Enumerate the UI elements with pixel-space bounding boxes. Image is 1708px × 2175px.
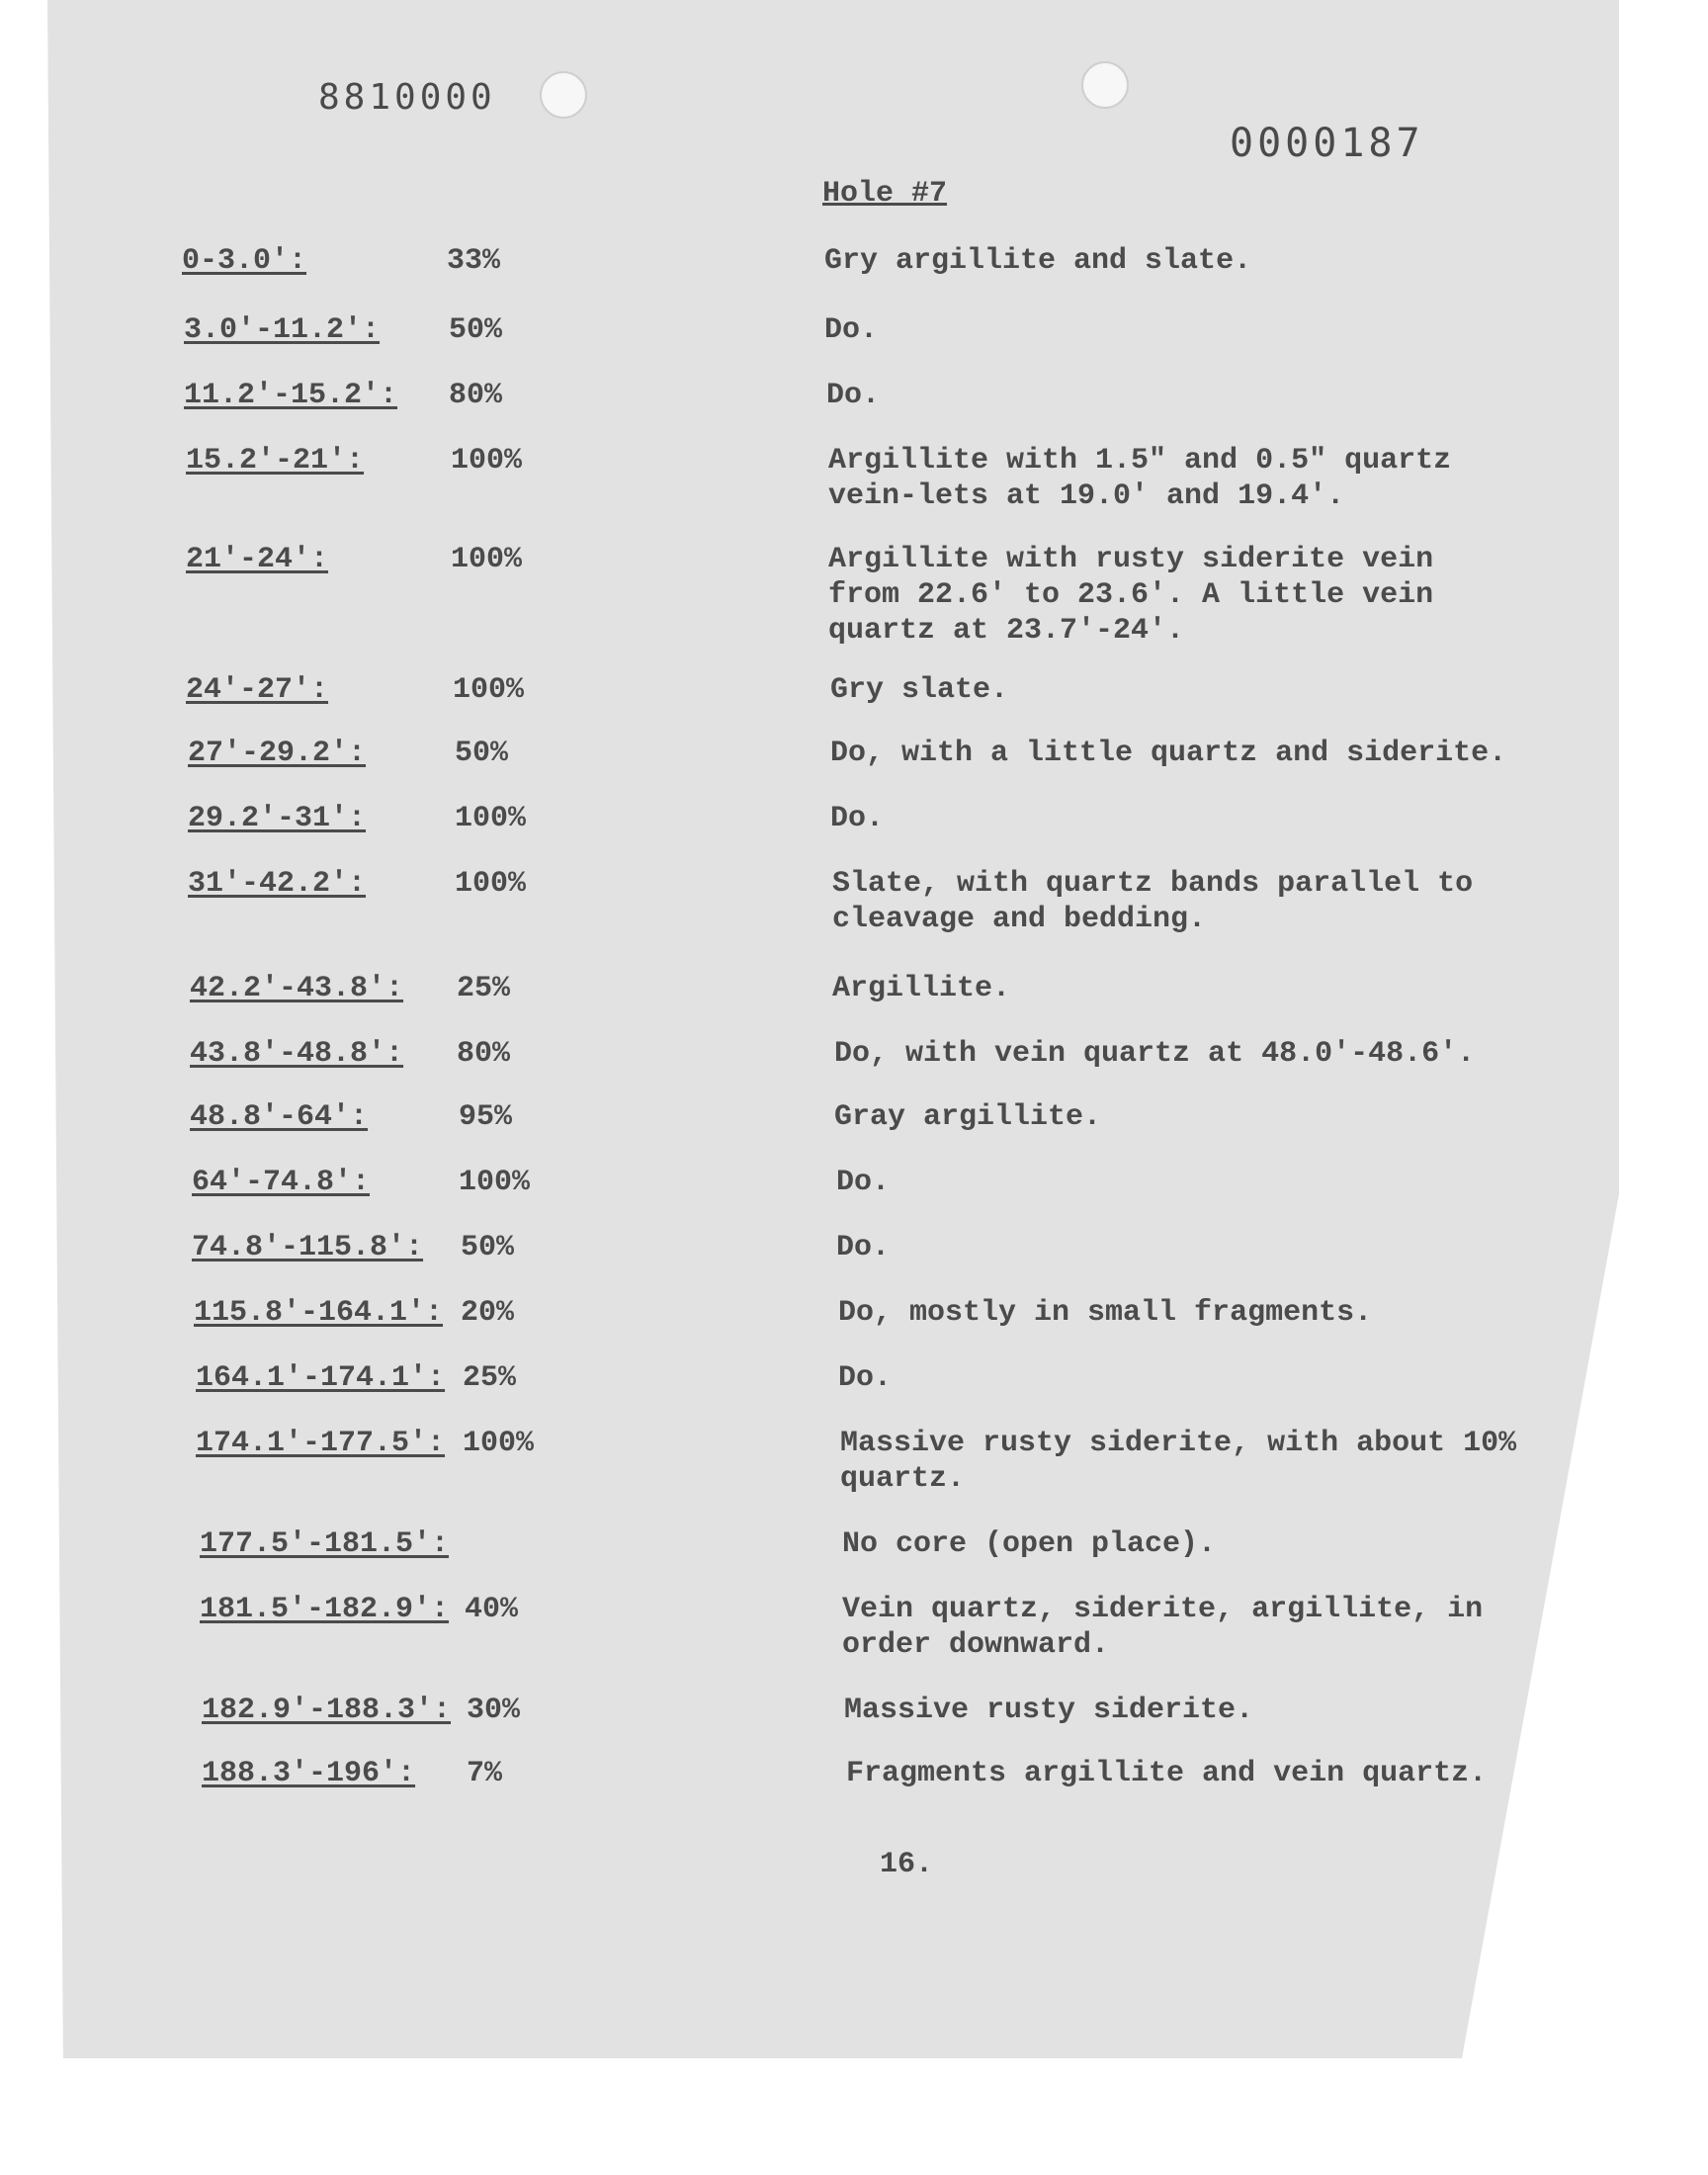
- punch-hole-left: [540, 71, 587, 119]
- recovery-percent: 7%: [467, 1757, 503, 1790]
- rock-description: Massive rusty siderite.: [844, 1694, 1254, 1727]
- rock-description: Do.: [838, 1361, 893, 1395]
- rock-description: Massive rusty siderite, with about 10% quartz.: [840, 1427, 1517, 1496]
- recovery-percent: 100%: [463, 1427, 535, 1460]
- stamp-number-left: 8810000: [318, 77, 496, 118]
- depth-range: 3.0'-11.2':: [184, 313, 381, 347]
- recovery-percent: 100%: [451, 543, 523, 576]
- recovery-percent: 50%: [455, 737, 509, 770]
- punch-hole-right: [1081, 61, 1129, 109]
- rock-description: Gray argillite.: [834, 1100, 1102, 1134]
- recovery-percent: 50%: [461, 1231, 515, 1264]
- recovery-percent: 100%: [455, 867, 527, 901]
- paper-sheet: [47, 0, 1619, 2058]
- recovery-percent: 100%: [451, 444, 523, 478]
- rock-description: Fragments argillite and vein quartz.: [846, 1757, 1488, 1790]
- recovery-percent: 100%: [453, 673, 525, 707]
- page-number: 16.: [880, 1848, 934, 1881]
- depth-range: 74.8'-115.8':: [192, 1231, 424, 1264]
- depth-range: 0-3.0':: [182, 244, 307, 278]
- rock-description: Do, mostly in small fragments.: [838, 1296, 1373, 1330]
- recovery-percent: 100%: [455, 802, 527, 835]
- recovery-percent: 80%: [457, 1037, 511, 1071]
- page-heading: Hole #7: [822, 177, 948, 211]
- recovery-percent: 95%: [459, 1100, 513, 1134]
- recovery-percent: 25%: [457, 972, 511, 1005]
- depth-range: 177.5'-181.5':: [200, 1527, 450, 1561]
- depth-range: 164.1'-174.1':: [196, 1361, 446, 1395]
- depth-range: 181.5'-182.9':: [200, 1593, 450, 1626]
- recovery-percent: 33%: [447, 244, 501, 278]
- depth-range: 48.8'-64':: [190, 1100, 369, 1134]
- rock-description: Do, with vein quartz at 48.0'-48.6'.: [834, 1037, 1476, 1071]
- depth-range: 21'-24':: [186, 543, 329, 576]
- depth-range: 15.2'-21':: [186, 444, 365, 478]
- stamp-number-right: 0000187: [1230, 121, 1424, 166]
- recovery-percent: 20%: [461, 1296, 515, 1330]
- recovery-percent: 50%: [449, 313, 503, 347]
- rock-description: Do, with a little quartz and siderite.: [830, 737, 1507, 770]
- depth-range: 31'-42.2':: [188, 867, 367, 901]
- recovery-percent: 30%: [467, 1694, 521, 1727]
- rock-description: Do.: [830, 802, 885, 835]
- recovery-percent: 25%: [463, 1361, 517, 1395]
- depth-range: 43.8'-48.8':: [190, 1037, 404, 1071]
- rock-description: No core (open place).: [842, 1527, 1217, 1561]
- depth-range: 174.1'-177.5':: [196, 1427, 446, 1460]
- rock-description: Gry slate.: [830, 673, 1009, 707]
- rock-description: Do.: [836, 1166, 891, 1199]
- depth-range: 11.2'-15.2':: [184, 379, 398, 412]
- rock-description: Do.: [826, 379, 881, 412]
- recovery-percent: 100%: [459, 1166, 531, 1199]
- rock-description: Slate, with quartz bands parallel to cleavage and bedding.: [832, 867, 1474, 936]
- recovery-percent: 80%: [449, 379, 503, 412]
- depth-range: 188.3'-196':: [202, 1757, 416, 1790]
- depth-range: 29.2'-31':: [188, 802, 367, 835]
- depth-range: 182.9'-188.3':: [202, 1694, 452, 1727]
- depth-range: 24'-27':: [186, 673, 329, 707]
- depth-range: 64'-74.8':: [192, 1166, 371, 1199]
- rock-description: Gry argillite and slate.: [824, 244, 1252, 278]
- depth-range: 27'-29.2':: [188, 737, 367, 770]
- depth-range: 115.8'-164.1':: [194, 1296, 444, 1330]
- recovery-percent: 40%: [465, 1593, 519, 1626]
- rock-description: Vein quartz, siderite, argillite, in order downward.: [842, 1593, 1484, 1662]
- rock-description: Argillite.: [832, 972, 1011, 1005]
- rock-description: Do.: [836, 1231, 891, 1264]
- rock-description: Argillite with 1.5" and 0.5" quartz vein-lets at 19.0' and 19.4'.: [828, 444, 1452, 513]
- rock-description: Do.: [824, 313, 879, 347]
- rock-description: Argillite with rusty siderite vein from 22.6' to 23.6'. A little vein quartz at 23.7'-24'.: [828, 543, 1434, 648]
- depth-range: 42.2'-43.8':: [190, 972, 404, 1005]
